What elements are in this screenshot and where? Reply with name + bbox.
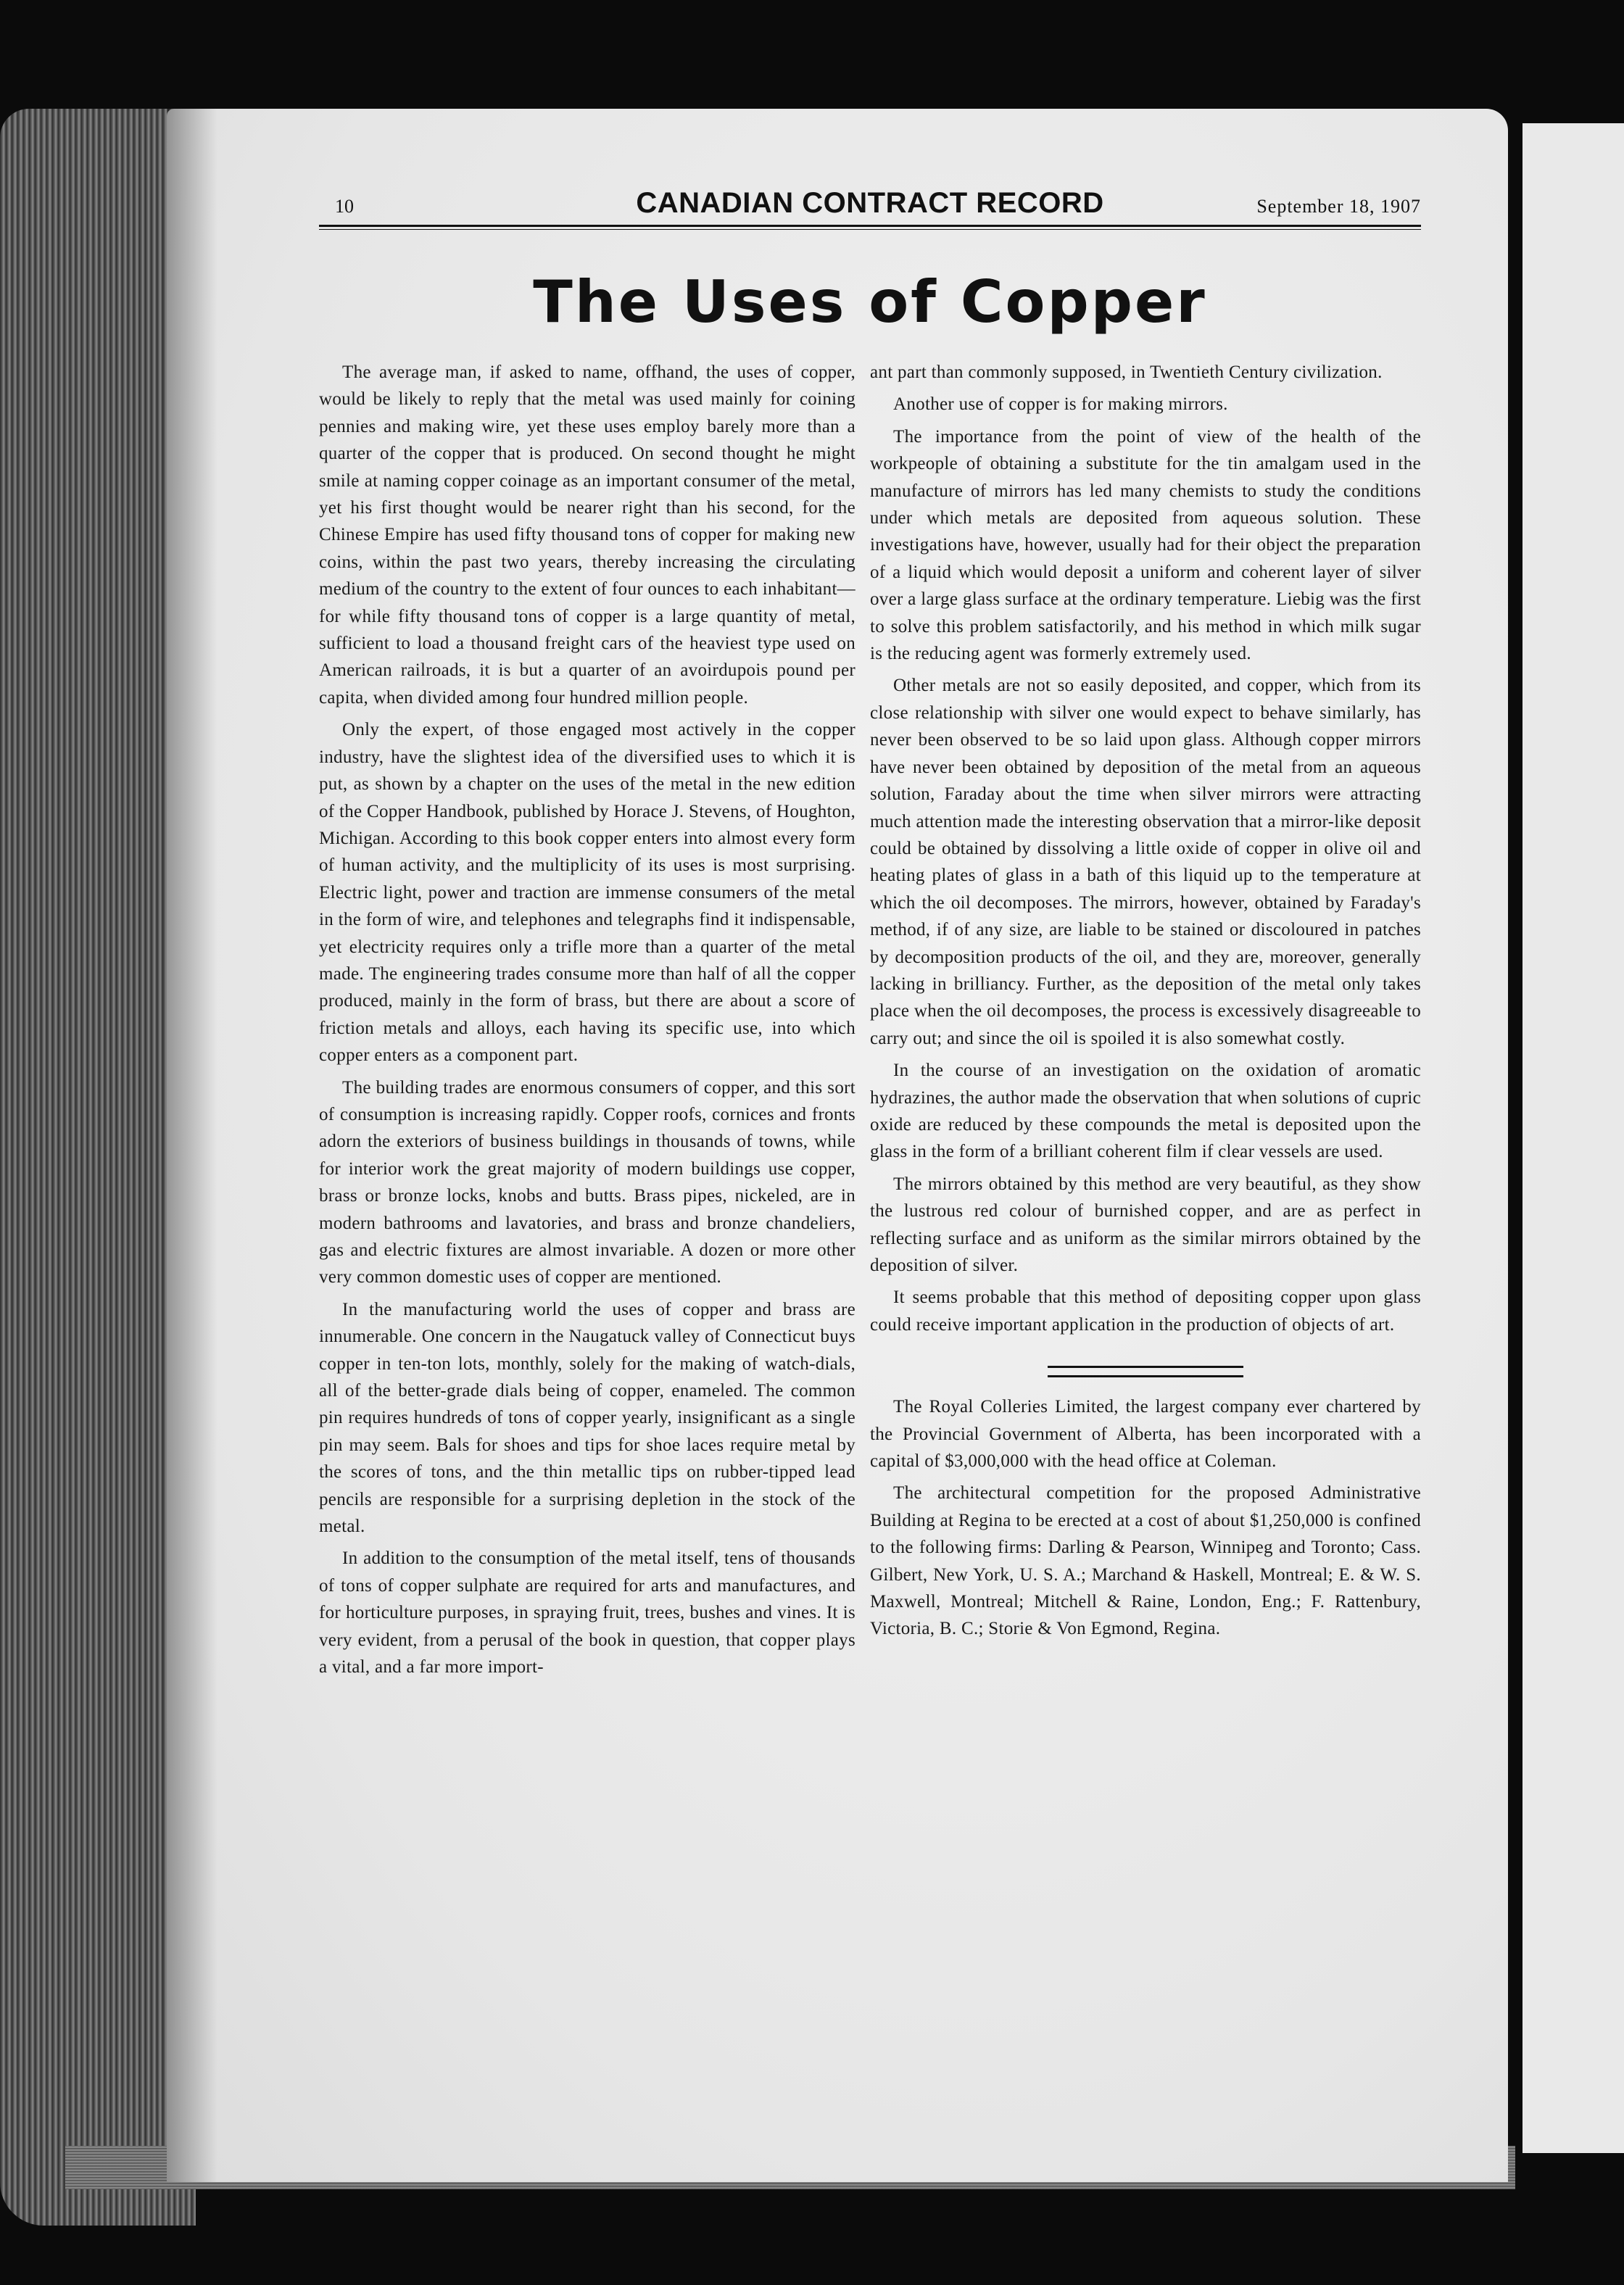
journal-title: CANADIAN CONTRACT RECORD	[636, 187, 1104, 219]
paragraph: Other metals are not so easily deposited, and copper, which from its close relationship with silver one would expect to behave similarly, has never been observed to be so laid upon glass. Although copper mirrors have never been obtained by deposition of the metal from an aqueous solution, Faraday about the time when silver mirrors were attracting much attention made the interesting observation that a mirror-like deposit could be obtained by dissolving a little oxide of copper in olive oil and heating plates of glass in a bath of this liquid up to the temperature at which the oil decomposes. The mirrors, however, obtained by Faraday's method, if of any size, are liable to be stained or discoloured in patches by decomposition products of the oil, and they are, moreover, generally lacking in brilliancy. Further, as the deposition of the metal only takes place when the oil decomposes, the process is excessively disagreeable to carry out; and since the oil is spoiled it is also somewhat costly.	[870, 676, 1421, 1048]
paragraph: In the manufacturing world the uses of copper and brass are innumerable. One concern in the Naugatuck valley of Connecticut buys copper in ten-ton lots, monthly, solely for the making of watch-dials, all of the better-grade dials being of copper, enameled. The common pin requires hundreds of tons of copper yearly, insignificant as a single pin may seem. Bals for shoes and tips for shoe laces require metal by the scores of tons, and the thin metallic tips on rubber-tipped lead pencils are responsible for a surprising depletion in the stock of the metal.	[319, 1299, 856, 1537]
paragraph: Another use of copper is for making mirrors.	[893, 394, 1228, 415]
paragraph-continued: ant part than commonly supposed, in Twentieth Century civilization.	[870, 362, 1383, 382]
page-number: 10	[335, 196, 354, 217]
issue-date: September 18, 1907	[1256, 196, 1421, 217]
paragraph: The building trades are enormous consumers of copper, and this sort of consumption is increasing rapidly. Copper roofs, cornices and fronts adorn the exteriors of business buildings in thousands of towns, while for interior work the great majority of modern buildings use copper, brass or bronze locks, knobs and butts. Brass pipes, nickeled, are in modern bathrooms and lavatories, and brass and bronze chandeliers, gas and electric fixtures are almost invariable. A dozen or more other very common domestic uses of copper are mentioned.	[319, 1077, 856, 1287]
paragraph: It seems probable that this method of depositing copper upon glass could receive important application in the production of objects of art.	[870, 1287, 1421, 1335]
section-divider	[1048, 1366, 1243, 1377]
paragraph: The average man, if asked to name, offhand, the uses of copper, would be likely to reply that the metal was used mainly for coining pennies and making wire, yet these uses employ barely more than a quarter of the copper that is produced. On second thought he might smile at naming copper coinage as an important consumer of the metal, yet his first thought would be nearer right than his second, for the Chinese Empire has used fifty thousand tons of copper for making new coins, within the past two years, thereby increasing the circulating medium of the country to the extent of four ounces to each inhabitant—for while fifty thousand tons of copper is a large quantity of metal, sufficient to load a thousand freight cars of the heaviest type used on American railroads, it is but a quarter of an avoirdupois pound per capita, when divided among four hundred million people.	[319, 362, 856, 708]
paragraph: Only the expert, of those engaged most actively in the copper industry, have the slightest idea of the diversified uses to which it is put, as shown by a chapter on the uses of the metal in the new edition of the Copper Handbook, published by Horace J. Stevens, of Houghton, Michigan. According to this book copper enters into almost every form of human activity, and the multiplicity of its uses is most surprising. Electric light, power and traction are immense consumers of the metal in the form of wire, and telephones and telegraphs find it indispensable, yet electricity requires only a trifle more than a quarter of the metal made. The engineering trades consume more than half of all the copper produced, mainly in the form of brass, but there are about a score of friction metals and alloys, each having its specific use, into which copper enters as a component part.	[319, 720, 856, 1066]
paragraph: The importance from the point of view of the health of the workpeople of obtaining a substitute for the tin amalgam used in the manufacture of mirrors has led many chemists to study the conditions under which metals are deposited from aqueous solution. These investigations have, however, usually had for their object the preparation of a liquid which would deposit a uniform and coherent layer of silver over a large glass surface at the ordinary temperature. Liebig was the first to solve this problem satisfactorily, and his method in which milk sugar is the reducing agent was formerly extremely used.	[870, 426, 1421, 664]
paragraph: The mirrors obtained by this method are very beautiful, as they show the lustrous red colour of burnished copper, and are as perfect in reflecting surface and as uniform as the similar mirrors obtained by the deposition of silver.	[870, 1174, 1421, 1275]
left-column	[319, 359, 856, 1681]
news-note: The Royal Colleries Limited, the largest company ever chartered by the Provincial Government of Alberta, has been incorporated with a capital of $3,000,000 with the head office at Coleman.	[870, 1397, 1421, 1472]
running-header	[319, 187, 1421, 228]
article-title: The Uses of Copper	[533, 268, 1207, 336]
right-column	[870, 359, 1421, 1643]
facing-page-edge	[1522, 123, 1624, 2153]
paragraph: In addition to the consumption of the metal itself, tens of thousands of tons of copper sulphate are required for arts and manufactures, and for horticulture purposes, in spraying fruit, trees, bushes and vines. It is very evident, from a perusal of the book in question, that copper plays a vital, and a far more import-	[319, 1548, 856, 1678]
paragraph: In the course of an investigation on the oxidation of aromatic hydrazines, the author made the observation that when solutions of cupric oxide are reduced by these compounds the metal is deposited upon the glass in the form of a brilliant coherent film if clear vessels are used.	[870, 1061, 1421, 1162]
gutter-shadow	[167, 109, 218, 2182]
header-rule	[319, 225, 1421, 230]
news-notes	[870, 1393, 1421, 1643]
news-note: The architectural competition for the proposed Administrative Building at Regina to be erected at a cost of about $1,250,000 is confined to the following firms: Darling & Pearson, Winnipeg and Toronto; Cass. Gilbert, New York, U. S. A.; Marchand & Haskell, Montreal; E. & W. S. Maxwell, Montreal; Mitchell & Raine, London, Eng.; F. Rattenbury, Victoria, B. C.; Storie & Von Egmond, Regina.	[870, 1483, 1421, 1639]
